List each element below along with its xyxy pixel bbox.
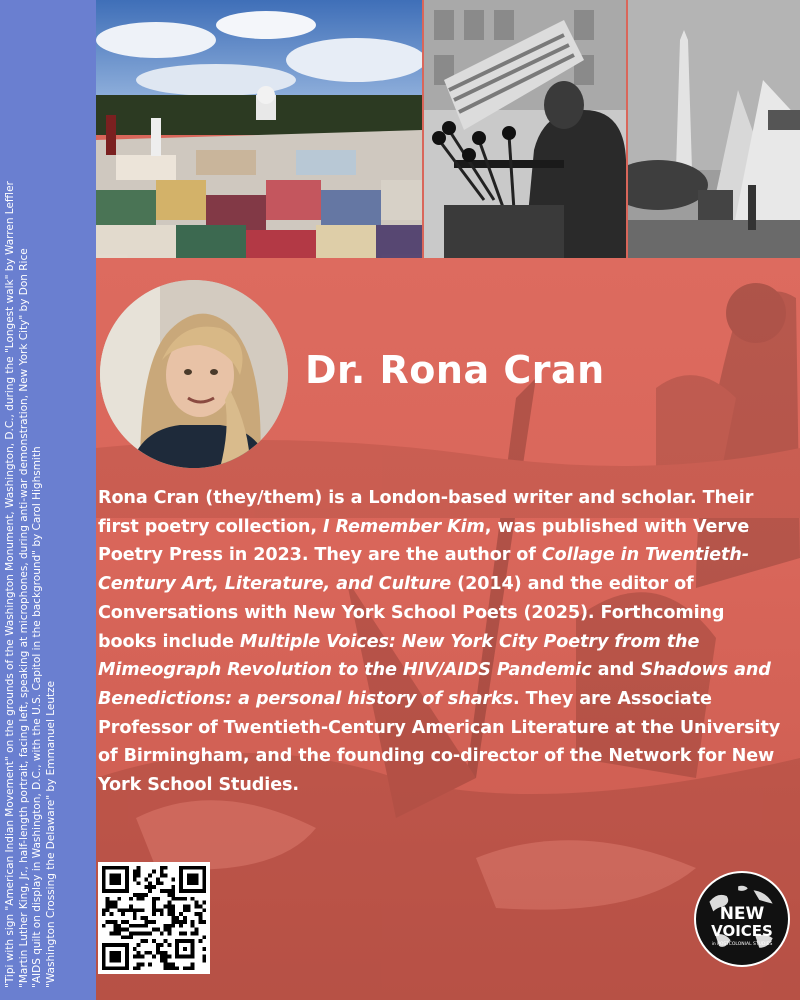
logo-line-1: NEW [719, 904, 765, 924]
credit-line: "AIDS quilt on display in Washington, D.C., with the U.S. Capitol in the background" by Carol Highsmith [31, 446, 43, 988]
bio-text: and [591, 660, 641, 681]
credits-sidebar [0, 0, 96, 1000]
bio-text: Rona Cran (they/them) is a London-based writer and scholar. Their first poetry collection, [98, 488, 754, 537]
new-voices-logo [694, 871, 790, 967]
book-title: Collage in Twentieth-Century Art, Literature, and Culture [98, 545, 749, 595]
book-title: I Remember Kim [322, 516, 485, 537]
photo-aids-quilt [96, 0, 422, 258]
author-bio [98, 484, 788, 800]
bio-text: (2014) and the editor of Conversations with New York School Poets (2025). Forthcoming books include [98, 574, 725, 652]
bio-text: , was published with Verve Poetry Press in 2023. They are the author of [98, 516, 750, 566]
qr-code[interactable] [98, 862, 210, 974]
author-name: Dr. Rona Cran [305, 348, 605, 392]
credit-line: "Washington Crossing the Delaware" by Emmanuel Leutze [44, 680, 57, 988]
author-photo [100, 280, 288, 468]
image-credits [0, 0, 96, 994]
photo-monument-tipi [628, 0, 800, 258]
photo-mlk-speaking [424, 0, 626, 258]
book-title: Multiple Voices: New York City Poetry from the Mimeograph Revolution to the HIV/AIDS Pandemic [98, 631, 700, 681]
book-title: Shadows and Benedictions: a personal history of sharks [98, 660, 771, 709]
credit-line: "Tipi with sign "American Indian Movement" on the grounds of the Washington Monument, Washington, D.C., during the "Longest walk" by Warren Leffler [4, 181, 16, 988]
bio-text: . They are Associate Professor of Twentieth-Century American Literature at the University of Birmingham, and the founding co-director of the Network for New York School Studies. [98, 688, 781, 796]
logo-line-3: in POSTCOLONIAL STUDIES [711, 942, 773, 947]
logo-line-2: VOICES [711, 922, 773, 940]
credit-line: "Martin Luther King, Jr., half-length portrait, facing left, speaking at microphones, during anti-war demonstration, New York City" by Don Rice [17, 248, 30, 988]
